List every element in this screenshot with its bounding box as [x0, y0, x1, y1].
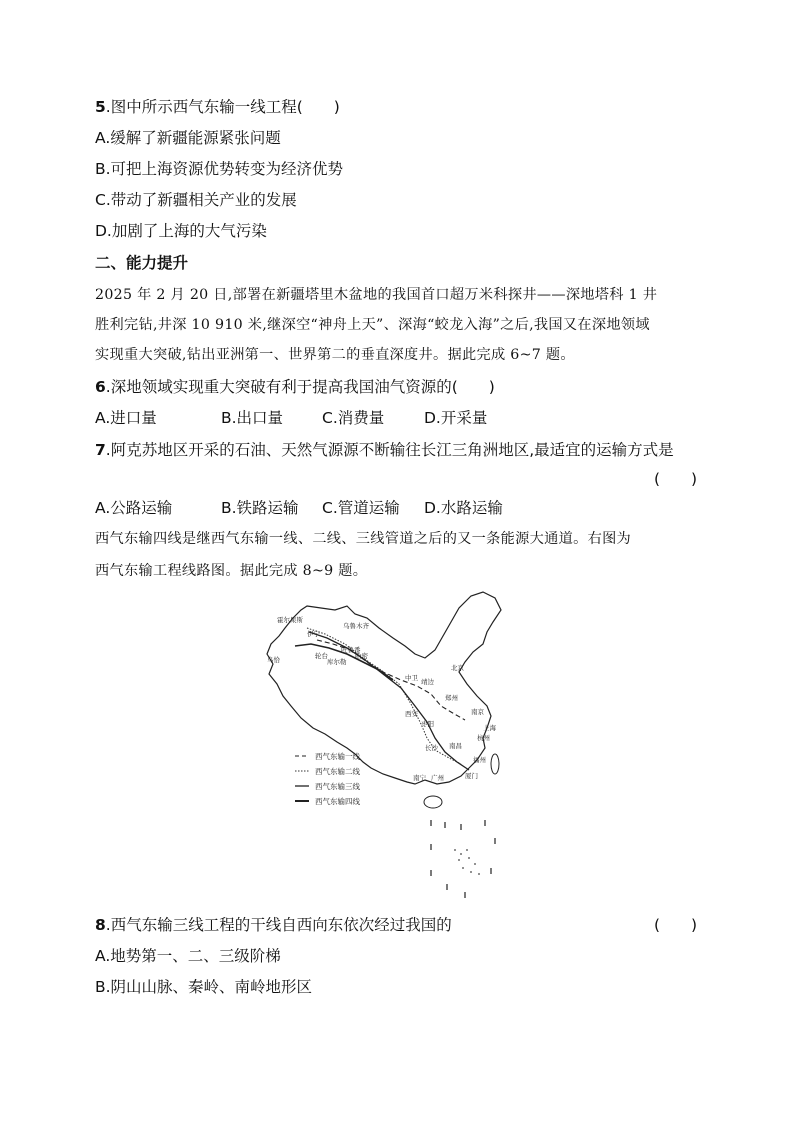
pipeline-route-map: [255, 588, 505, 900]
place-guangzhou: 广州: [431, 774, 444, 782]
place-nanjing: 南京: [471, 708, 484, 716]
q6-option-a: A.进口量: [95, 409, 157, 427]
place-fuzhou: 福州: [473, 756, 486, 764]
place-hangzhou: 杭州: [477, 734, 490, 742]
q8-answer-paren: ( ): [654, 916, 698, 934]
place-wuqia: 乌恰: [267, 656, 280, 664]
q7-stem: [95, 439, 674, 461]
place-yining: 伊宁: [307, 630, 320, 638]
q8-stem: [95, 914, 452, 936]
south-sea-dashes: [431, 820, 495, 898]
q5-stem-text: .图中所示西气东输一线工程( ): [105, 98, 340, 116]
para1-line-1: 2025 年 2 月 20 日,部署在新疆塔里木盆地的我国首口超万米科探井——深地塔科 1 井: [95, 287, 658, 303]
q8-option-a: A.地势第一、二、三级阶梯: [95, 947, 281, 965]
map-legend: [295, 751, 360, 806]
legend-line-4: 西气东输四线: [315, 797, 360, 806]
q5-option-d: D.加剧了上海的大气污染: [95, 222, 267, 240]
q7-option-c: C.管道运输: [322, 499, 400, 517]
q5-option-c: C.带动了新疆相关产业的发展: [95, 191, 297, 209]
place-jingbian: 靖边: [421, 678, 434, 686]
place-urumqi: 乌鲁木齐: [343, 622, 369, 630]
para2-line-2: 西气东输工程线路图。据此完成 8~9 题。: [95, 563, 368, 579]
place-zaoyang: 枣阳: [421, 720, 434, 728]
q7-answer-paren: ( ): [654, 470, 698, 488]
legend-line-2: 西气东输二线: [315, 767, 360, 776]
section-title: 二、能力提升: [95, 254, 189, 272]
place-kuerle: 库尔勒: [327, 658, 347, 666]
q8-stem-text: .西气东输三线工程的干线自西向东依次经过我国的: [105, 916, 452, 934]
legend-line-1: 西气东输一线: [315, 752, 360, 761]
q7-number: 7: [95, 441, 106, 459]
place-hami: 哈密: [355, 652, 368, 660]
q5-stem: [95, 96, 340, 118]
q7-option-b: B.铁路运输: [221, 499, 299, 517]
q7-option-d: D.水路运输: [424, 499, 503, 517]
q5-number: 5: [95, 98, 106, 116]
hainan-island: [424, 796, 442, 808]
q8-option-b: B.阴山山脉、秦岭、南岭地形区: [95, 978, 313, 996]
place-nanning: 南宁: [413, 774, 426, 782]
place-beijing: 北京: [451, 664, 464, 672]
q6-stem: [95, 376, 495, 398]
legend-line-3: 西气东输三线: [315, 782, 360, 791]
q7-option-a: A.公路运输: [95, 499, 173, 517]
south-sea-islands: [454, 849, 480, 875]
place-luntai: 轮台: [315, 652, 328, 660]
place-zhongwei: 中卫: [405, 674, 418, 682]
q6-number: 6: [95, 378, 106, 396]
q5-option-a: A.缓解了新疆能源紧张问题: [95, 129, 281, 147]
place-xiamen: 厦门: [465, 772, 478, 780]
q6-stem-text: .深地领域实现重大突破有利于提高我国油气资源的( ): [105, 378, 495, 396]
q5-option-b: B.可把上海资源优势转变为经济优势: [95, 160, 344, 178]
place-zhengzhou: 郑州: [445, 694, 458, 702]
q6-option-d: D.开采量: [424, 409, 488, 427]
place-tulufan: 吐鲁番: [341, 646, 361, 654]
place-nanchang: 南昌: [449, 742, 462, 750]
q8-number: 8: [95, 916, 106, 934]
para2-line-1: 西气东输四线是继西气东输一线、二线、三线管道之后的又一条能源大通道。右图为: [95, 531, 632, 547]
place-xian: 西安: [405, 710, 418, 718]
q6-option-b: B.出口量: [221, 409, 284, 427]
place-changsha: 长沙: [425, 744, 438, 752]
para1-line-2: 胜利完钻,井深 10 910 米,继深空“神舟上天”、深海“蛟龙入海”之后,我国又在深地领域: [95, 317, 650, 333]
place-shanghai: 上海: [483, 724, 496, 732]
taiwan-island: [491, 754, 499, 774]
q6-option-c: C.消费量: [322, 409, 385, 427]
q7-stem-text: .阿克苏地区开采的石油、天然气源源不断输往长江三角洲地区,最适宜的运输方式是: [105, 441, 674, 459]
para1-line-3: 实现重大突破,钻出亚洲第一、世界第二的垂直深度井。据此完成 6~7 题。: [95, 347, 575, 363]
place-huoerguosi: 霍尔果斯: [277, 616, 303, 624]
